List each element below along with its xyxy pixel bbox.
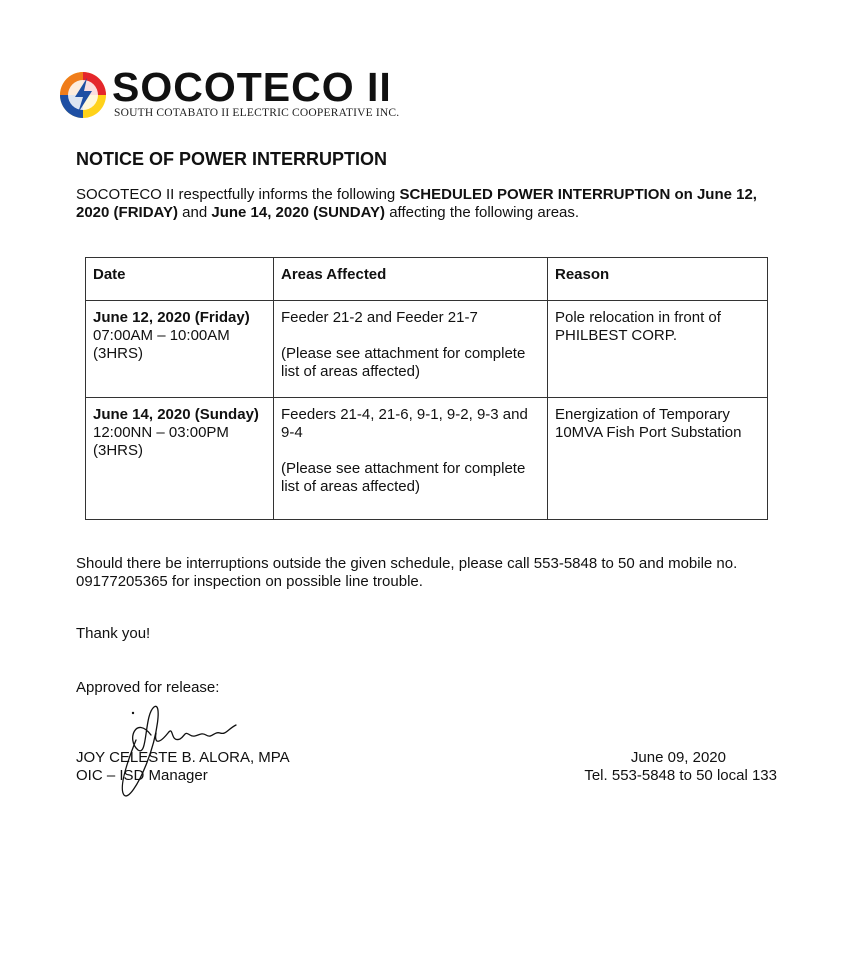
logo-subtitle: SOUTH COTABATO II ELECTRIC COOPERATIVE INC. (114, 107, 400, 119)
header-reason: Reason (548, 258, 768, 301)
areas-cell (274, 398, 548, 520)
approved-label: Approved for release: (76, 679, 220, 696)
schedule-table (85, 257, 768, 520)
intro-text: SOCOTECO II respectfully informs the following (76, 186, 400, 203)
intro-text: affecting the following areas. (385, 204, 580, 221)
header-date: Date (86, 258, 274, 301)
intro-text: and (177, 204, 212, 221)
intro-bold-schedule: SCHEDULED POWER INTERRUPTION on June 12, 2020 (FRIDAY) (76, 186, 757, 221)
areas-cell (274, 301, 548, 398)
time-range: 12:00NN – 03:00PM (93, 424, 229, 441)
header-areas: Areas Affected (274, 258, 548, 301)
intro-paragraph (76, 186, 786, 222)
attachment-note: (Please see attachment for complete list of areas affected) (281, 460, 526, 495)
notice-title: NOTICE OF POWER INTERRUPTION (76, 149, 388, 169)
company-logo (58, 64, 438, 126)
duration: (3HRS) (93, 345, 144, 362)
table-header-row (86, 258, 768, 301)
duration: (3HRS) (93, 442, 144, 459)
lightning-globe-icon (58, 70, 108, 120)
date-cell (86, 398, 274, 520)
date-cell (86, 301, 274, 398)
thank-you-text: Thank you! (76, 625, 151, 642)
logo-name: SOCOTECO II (112, 64, 392, 110)
signatory-name: JOY CELESTE B. ALORA, MPA (76, 749, 290, 766)
closing-paragraph: Should there be interruptions outside the given schedule, please call 553-5848 to 50 and mobile no. 09177205365 for inspection on possible line trouble. (76, 555, 738, 590)
reason-cell: Energization of Temporary 10MVA Fish Port Substation (548, 398, 768, 520)
table-row (86, 398, 768, 520)
areas-text: Feeders 21-4, 21-6, 9-1, 9-2, 9-3 and 9-4 (281, 406, 528, 441)
areas-text: Feeder 21-2 and Feeder 21-7 (281, 309, 478, 326)
date-label: June 12, 2020 (Friday) (93, 309, 250, 326)
contact-telephone: Tel. 553-5848 to 50 local 133 (584, 767, 777, 784)
time-range: 07:00AM – 10:00AM (93, 327, 230, 344)
table-row (86, 301, 768, 398)
reason-cell: Pole relocation in front of PHILBEST CORP. (548, 301, 768, 398)
intro-bold-date: June 14, 2020 (SUNDAY) (211, 204, 386, 221)
attachment-note: (Please see attachment for complete list of areas affected) (281, 345, 526, 380)
date-label: June 14, 2020 (Sunday) (93, 406, 259, 423)
signatory-position: OIC – ISD Manager (76, 767, 208, 784)
release-date: June 09, 2020 (630, 749, 726, 766)
